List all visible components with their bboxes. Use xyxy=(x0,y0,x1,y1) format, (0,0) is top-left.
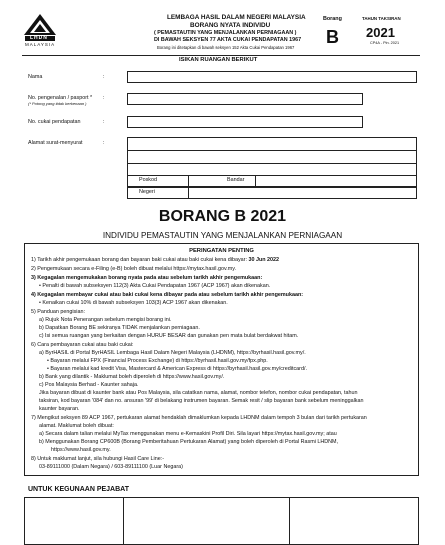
colon: : xyxy=(103,74,105,80)
notice-item-7e: https://www.hasil.gov.my. xyxy=(51,447,111,453)
form-subtitle-3: Borang ini ditetapkan di bawah seksyen 152 Akta Cukai Pendapatan 1967 xyxy=(157,45,295,50)
notice-item-7b: alamat. Maklumat boleh dibuat: xyxy=(39,423,114,429)
logo-subtext: MALAYSIA xyxy=(25,42,56,47)
notice-item-8b: 03-89111000 (Dalam Negara) / 603-89111100 (Luar Negara) xyxy=(39,464,183,470)
notice-item-6-note-1: Jika bayaran dibuat di kaunter bank atau Pos Malaysia, sila catatkan nama, alamat, nombor telefon, nombor cukai pendapatan, tahun xyxy=(39,390,358,396)
form-subtitle-2: DI BAWAH SEKSYEN 77 AKTA CUKAI PENDAPATAN 1967 xyxy=(154,37,302,43)
nama-label: Nama xyxy=(28,74,43,80)
logo-text: LHDN xyxy=(30,35,48,41)
poskod-label: Poskod xyxy=(139,177,157,183)
alamat-line xyxy=(128,163,416,164)
form-title: BORANG NYATA INDIVIDU xyxy=(190,22,271,29)
negeri-field[interactable] xyxy=(127,187,417,199)
alamat-field[interactable] xyxy=(127,137,417,176)
notice-item-5a: a) Rujuk Nota Penerangan sebelum mengisi borang ini. xyxy=(39,317,172,323)
fill-section-title: ISIKAN RUANGAN BERIKUT xyxy=(179,57,258,63)
notice-item-6: 6) Cara pembayaran cukai atau baki cukai: xyxy=(31,342,134,348)
notice-item-6b: b) Bank yang dilantik - Maklumat boleh diperoleh di https://www.hasil.gov.my/. xyxy=(39,374,225,380)
bandar-label: Bandar xyxy=(227,177,245,183)
cukai-label: No. cukai pendapatan xyxy=(28,119,81,125)
pengenalan-field[interactable] xyxy=(127,93,363,105)
office-title: UNTUK KEGUNAAN PEJABAT xyxy=(28,486,129,493)
notice-item-7d: b) Menggunakan Borang CP600B (Borang Pemberitahuan Pertukaran Alamat) yang boleh diperoleh di Portal Rasmi LHDNM, xyxy=(39,439,339,445)
colon: : xyxy=(103,140,105,146)
notice-item-8: 8) Untuk maklumat lanjut, sila hubungi Hasil Care Line:- xyxy=(31,456,165,462)
pengenalan-note: (* Potong yang tidak berkenaan ) xyxy=(28,101,87,106)
notice-box xyxy=(24,243,419,476)
nama-field[interactable] xyxy=(127,71,417,83)
section-top-rule xyxy=(22,55,420,56)
poskod-divider xyxy=(188,175,189,187)
notice-item-4: 4) Kegagalan membayar cukai atau baki cukai kena dibayar pada atau sebelum tarikh akhir pengemukaan: xyxy=(31,292,304,298)
notice-item-1: 1) Tarikh akhir pengemukaan borang dan bayaran baki cukai atau baki cukai kena dibayar: 30 Jun 2022 xyxy=(31,257,280,263)
notice-item-7c: a) Secara dalam talian melalui MyTax menggunakan menu e-Kemaskini Profil Diri. Sila layari https://mytax.hasil.gov.my; atau xyxy=(39,431,337,437)
main-subtitle: INDIVIDU PEMASTAUTIN YANG MENJALANKAN PERNIAGAAN xyxy=(102,231,343,240)
main-title xyxy=(0,207,445,227)
org-name: LEMBAGA HASIL DALAM NEGERI MALAYSIA xyxy=(167,14,306,21)
notice-item-6a1: • Bayaran melalui FPX (Financial Process Exchange) di https://byrhasil.hasil.gov.my/fpx.php. xyxy=(47,358,268,364)
notice-item-6-note-3: kaunter bayaran. xyxy=(39,406,80,412)
main-title-prefix: BORANG xyxy=(158,208,231,225)
notice-item-3: 3) Kegagalan mengemukakan borang nyata pada atau sebelum tarikh akhir pengemukaan: xyxy=(31,275,263,281)
notice-item-5b: b) Dapatkan Borang BE sekiranya TIDAK menjalankan perniagaan. xyxy=(39,325,200,331)
negeri-divider xyxy=(188,187,189,199)
notice-item-6c: c) Pos Malaysia Berhad - Kaunter sahaja. xyxy=(39,382,139,388)
cukai-field[interactable] xyxy=(127,116,363,128)
notice-item-4a: • Kenaikan cukai 10% di bawah subseksyen 103(3) ACP 1967 akan dikenakan. xyxy=(39,300,228,306)
alamat-label: Alamat surat-menyurat xyxy=(28,140,83,146)
pengenalan-label: No. pengenalan / pasport * xyxy=(28,95,93,101)
form-subtitle-1: ( PEMASTAUTIN YANG MENJALANKAN PERNIAGAAN ) xyxy=(154,30,297,36)
colon: : xyxy=(103,119,105,125)
notice-item-6a: a) ByrHASIL di Portal ByrHASIL Lembaga Hasil Dalam Negeri Malaysia (LHDNM), https://byrhasil.hasil.gov.my/. xyxy=(39,350,306,356)
office-divider xyxy=(123,498,124,544)
negeri-label: Negeri xyxy=(139,189,155,195)
alamat-line xyxy=(128,150,416,151)
form-ref: CP4A - Pin. 2021 xyxy=(370,41,400,45)
notice-item-7: 7) Mengikut seksyen 89 ACP 1967, pertukaran alamat hendaklah dimaklumkan kepada LHDNM dalam tempoh 3 bulan dari tarikh pertukaran xyxy=(31,415,367,421)
tahun-taksiran-label: TAHUN TAKSIRAN xyxy=(362,16,401,21)
colon: : xyxy=(103,95,105,101)
notice-item-6-note-2: taksiran, kod bayaran '084' dan no. ansuran '99' di belakang instrumen bayaran. Semak resit / slip bayaran bank sebelum meninggalkan xyxy=(39,398,364,404)
poskod-field[interactable] xyxy=(127,175,417,187)
borang-code: B xyxy=(326,27,339,47)
year: 2021 xyxy=(366,25,395,40)
notice-title: PERINGATAN PENTING xyxy=(189,248,254,254)
main-title-year: 2021 xyxy=(250,208,287,225)
notice-item-6a2: • Bayaran melalui kad kredit Visa, Mastercard & American Express di https://byrhasil.hasil.gov.my/creditcard/. xyxy=(47,366,307,372)
notice-item-2: 2) Pengemukaan secara e-Filing (e-B) boleh dibuat melalui https://mytax.hasil.gov.my. xyxy=(31,266,237,272)
notice-item-5: 5) Panduan pengisian: xyxy=(31,309,85,315)
bandar-divider xyxy=(255,175,256,187)
notice-item-3a: • Penalti di bawah subseksyen 112(3) Akta Cukai Pendapatan 1967 (ACP 1967) akan dikenakan. xyxy=(39,283,271,289)
borang-label: Borang xyxy=(323,16,342,22)
office-divider xyxy=(289,498,290,544)
lhdn-logo xyxy=(22,13,58,47)
main-title-code: B xyxy=(234,208,247,225)
notice-item-5c: c) Isi semua ruangan yang berkaitan dengan HURUF BESAR dan gunakan pen mata bulat berdakwat hitam. xyxy=(39,333,299,339)
